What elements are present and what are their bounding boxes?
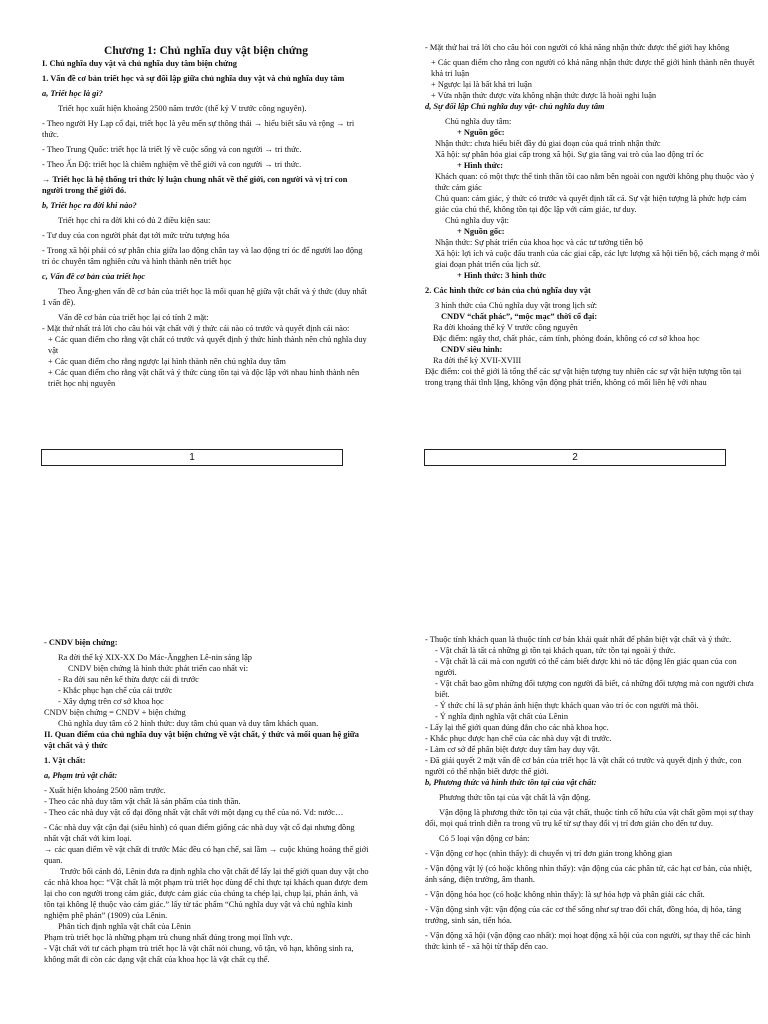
list-item: Khách quan: có một thực thể tinh thần tồi cao nằm bên ngoài con người không phụ thuộc vào ý thức cảm giác: [435, 172, 755, 192]
bullet-item: - Vận động sinh vật: vận động của các cơ thể sống như sự trao đổi chất, đồng hóa, dị hóa, tăng trưởng, sinh sản, tiến hóa.: [425, 905, 742, 925]
sub-bullet-item: + Các quan điểm cho rằng ngược lại hình thành nên chủ nghĩa duy tâm: [48, 357, 286, 366]
list-item: Nhận thức: Sự phát triển của khoa học và các tư tưởng tiến bộ: [435, 238, 643, 247]
sub-heading: + Hình thức: 3 hình thức: [457, 271, 547, 280]
bullet-item: - Mặt thứ nhất trả lời cho câu hỏi vật chất với ý thức cái nào có trước và quyết định cái nào:: [42, 324, 350, 333]
bullet-item: - Vật chất là cái mà con người có thể cảm biết được khi nó tác động lên giác quan của con người.: [435, 657, 737, 677]
sub-bullet-item: + Các quan điểm cho rằng vật chất và ý thức cùng tồn tại và độc lập với nhau hình thành nên triết học nhị nguyên: [48, 368, 360, 388]
paragraph: Triết học xuất hiện khoảng 2500 năm trước (thế kỷ V trước công nguyên).: [58, 104, 307, 113]
list-item: Chủ nghĩa duy vật:: [445, 216, 509, 225]
bullet-item: - Mặt thứ hai trả lời cho câu hỏi con người có khả năng nhận thức được thế giới hay không: [425, 43, 730, 52]
list-item: Ra đời thế kỷ XVII-XVIII: [433, 356, 522, 365]
list-item: CNDV biện chứng là hình thức phát triển cao nhất vì:: [68, 664, 249, 673]
list-item: Ra đời khoảng thế kỷ V trước công nguyên: [433, 323, 578, 332]
bullet-item: - Lấy lại thế giới quan đúng đắn cho các nhà khoa học.: [425, 723, 609, 732]
list-item: CNDV biện chứng = CNDV + biện chứng: [44, 708, 186, 717]
subsection-heading: 1. Vấn đề cơ bản triết học và sự đối lập giữa chủ nghĩa duy vật và chủ nghĩa duy tâm: [42, 74, 345, 83]
sub-heading: + Hình thức:: [457, 161, 504, 170]
bullet-item: - Làm cơ sở để phân biệt được duy tâm hay duy vật.: [425, 745, 600, 754]
list-item: Xã hội: sự phân hóa giai cấp trong xã hội. Sự gia tăng vai trò của lao động trí óc: [435, 150, 704, 159]
list-item: Chủ nghĩa duy tâm có 2 hình thức: duy tâm chủ quan và duy tâm khách quan.: [58, 719, 319, 728]
bullet-item: - Theo các nhà duy vật cổ đại đồng nhất vật chất với một dạng cụ thể của nó. Vd: nước…: [44, 808, 344, 817]
list-item: Chủ quan: cảm giác, ý thức có trước và quyết định tất cả. Sự vật hiện tượng là phức hợp cảm giác của chủ thể, không tồn tại độc lập với cảm giác, tư duy.: [435, 194, 747, 214]
bullet-item: - Khắc phục được hạn chế của các nhà duy vật đi trước.: [425, 734, 612, 743]
bullet-item: - Vật chất bao gồm những đối tượng con người đã biết, cả những đối tượng mà con người chưa biết.: [435, 679, 754, 699]
bullet-item: - Vận động vật lý (có hoặc không nhìn thấy): vận động của các phân tử, các hạt cơ bản, của nhiệt, ánh sáng, điện trường, âm thanh.: [425, 864, 752, 884]
list-item: Đặc điểm: ngây thơ, chất phác, cảm tính, phỏng đoán, không có cơ sở khoa học: [433, 334, 700, 343]
bullet-item: - Đã giải quyết 2 mặt vấn đề cơ bản của triết học là vật chất có trước và quyết định ý thức, con người có thể nhận biết được thế giới.: [425, 756, 742, 776]
sub-bullet-item: + Các quan điểm cho rằng vật chất có trước và quyết định ý thức hình thành nên chủ nghĩa duy vật: [48, 335, 367, 355]
paragraph: Có 5 loại vận động cơ bản:: [439, 834, 530, 843]
paragraph: Phương thức tồn tại của vật chất là vận động.: [439, 793, 591, 802]
item-heading: b, Triết học ra đời khi nào?: [42, 201, 137, 210]
item-heading: b, Phương thức và hình thức tồn tại của vật chất:: [425, 778, 597, 787]
paragraph: Đặc điểm: coi thế giới là tổng thể các sự vật hiện tượng tuy nhiên các sự vật hiện tượng tồn tại trong trạng thái tĩnh lặng, không vận động phát triển, không có mối liên hệ với nhau: [425, 367, 742, 387]
bullet-item: - Theo Ấn Độ: triết học là chiêm nghiệm về thế giới và con người → tri thức.: [42, 160, 302, 169]
document-page-3: [44, 637, 370, 965]
paragraph: Trước bối cảnh đó, Lênin đưa ra định nghĩa cho vật chất để lấy lại thế giới quan duy vật cho các nhà khoa học: “Vật chất là một phạm trù triết học dùng để chỉ thực tại khách quan được đem lại cho con người trong cảm giác, được cảm giác của chúng ta chép lại, chụp lại, phản ánh, và tồn tại không lệ thuộc vào cảm giác.” lấy từ tác phẩm “Chủ nghĩa duy vật và chủ nghĩa kinh nghiệm phê phán” (1909) của Lênin.: [44, 867, 369, 920]
sub-heading: + Nguồn gốc:: [457, 227, 505, 236]
paragraph: Vấn đề cơ bản của triết học lại có tính 2 mặt:: [58, 313, 209, 322]
item-heading: c, Vấn đề cơ bản của triết học: [42, 272, 146, 281]
bullet-item: - Vận động cơ học (nhìn thấy): di chuyển vị trí đơn giản trong không gian: [425, 849, 673, 858]
bullet-item: - Theo Trung Quốc: triết học là triết lý về cuộc sống và con người → tri thức.: [42, 145, 302, 154]
bullet-item: - Tư duy của con người phát đạt tới mức trừu tượng hóa: [42, 231, 230, 240]
sub-bullet-item: + Vừa nhận thức được vừa không nhận thức được là hoài nghi luận: [431, 91, 657, 100]
sub-heading: CNDV “chất phác”, “mộc mạc” thời cổ đại:: [441, 312, 598, 321]
sub-bullet-item: + Ngược lại là bất khả tri luận: [431, 80, 532, 89]
item-heading: a, Phạm trù vật chất:: [44, 771, 118, 780]
bullet-item: - Các nhà duy vật cận đại (siêu hình) có quan điểm giống các nhà duy vật cổ đại nhưng đồng nhất vật chất với kim loại.: [44, 823, 355, 843]
bullet-item: - Khắc phục hạn chế của cái trước: [58, 686, 173, 695]
bullet-item: - Xây dựng trên cơ sở khoa học: [58, 697, 164, 706]
subsection-heading: 2. Các hình thức cơ bản của chủ nghĩa duy vật: [425, 286, 591, 295]
section-heading: II. Quan điểm của chủ nghĩa duy vật biện chứng về vật chất, ý thức và mối quan hệ giữa vật chất và ý thức: [44, 730, 359, 750]
sub-bullet-item: + Các quan điểm cho rằng con người có khả năng nhận thức được thế giới hình thành nên thuyết khả tri luận: [431, 58, 755, 78]
page-number-box-1: [41, 449, 343, 466]
list-item: Phân tích định nghĩa vật chất của Lênin: [58, 922, 191, 931]
chapter-title: Chương 1: Chủ nghĩa duy vật biện chứng: [104, 45, 308, 57]
sub-heading: + Nguồn gốc:: [457, 128, 505, 137]
conclusion-text: → Triết học là hệ thống tri thức lý luận chung nhất về thế giới, con người và vị trí con người trong thế giới đó.: [42, 175, 348, 195]
page-number: 2: [572, 452, 578, 463]
paragraph: → các quan điểm về vật chất đi trước Mác đều có hạn chế, sai lầm → cuộc khủng hoảng thế giới quan.: [44, 845, 369, 865]
bullet-item: - CNDV biện chứng:: [44, 638, 118, 647]
page-number-box-2: [424, 449, 726, 466]
document-page-4: [425, 634, 758, 952]
bullet-item: - Vật chất là tất cả những gì tồn tại khách quan, tức tồn tại ngoài ý thức.: [435, 646, 676, 655]
page-number: 1: [189, 452, 195, 463]
bullet-item: - Ra đời sau nên kế thừa được cái đi trước: [58, 675, 199, 684]
bullet-item: - Trong xã hội phải có sự phân chia giữa lao động chân tay và lao động trí óc để người lao động trí óc chuyên tâm nghiên cứu và hình thành nên triết học: [42, 246, 363, 266]
list-item: Nhận thức: chưa hiểu biết đầy đủ giai đoạn của quá trình nhận thức: [435, 139, 661, 148]
bullet-item: - Vận động hóa học (có hoặc không nhìn thấy): là sự hóa hợp và phân giải các chất.: [425, 890, 705, 899]
bullet-item: - Vật chất với tư cách phạm trù triết học là vật chất nói chung, vô tận, vô hạn, không sinh ra, không mất đi còn các dạng vật chất của khoa học là vật chất cụ thể.: [44, 944, 354, 964]
item-heading: a, Triết học là gì?: [42, 89, 103, 98]
paragraph: Vận động là phương thức tồn tại của vật chất, thuộc tính cố hữu của vật chất gồm mọi sự thay đổi, mọi quá trình diễn ra trong vũ trụ kể từ sự thay đổi vị trí đơn giản cho đến tư duy.: [425, 808, 754, 828]
list-item: Xã hội: lợi ích và cuộc đấu tranh của các giai cấp, các lực lượng xã hội tiến bộ, cách mạng ở mỗi giai đoạn phát triển của lịch sử.: [435, 249, 760, 269]
document-page-1: [42, 44, 370, 389]
paragraph: Triết học chỉ ra đời khi có đủ 2 điều kiện sau:: [58, 216, 211, 225]
bullet-item: - Theo các nhà duy tâm vật chất là sản phẩm của tinh thần.: [44, 797, 241, 806]
list-item: 3 hình thức của Chủ nghĩa duy vật trong lịch sử:: [435, 301, 598, 310]
section-heading: I. Chủ nghĩa duy vật và chủ nghĩa duy tâm biện chứng: [42, 59, 237, 68]
bullet-item: - Xuất hiện khoảng 2500 năm trước.: [44, 786, 166, 795]
bullet-item: - Vận động xã hội (vận động cao nhất): mọi hoạt động xã hội của con người, sự thay thế các hình thức kinh tế - xã hội từ thấp đến cao.: [425, 931, 751, 951]
list-item: Ra đời thế kỷ XIX-XX Do Mác-Ăngghen Lê-nin sáng lập: [58, 653, 252, 662]
bullet-item: - Thuộc tính khách quan là thuộc tính cơ bản khái quát nhất để phân biệt vật chất và ý thức.: [425, 635, 732, 644]
item-heading: d, Sự đối lập Chủ nghĩa duy vật- chủ nghĩa duy tâm: [425, 102, 605, 111]
list-item: Chủ nghĩa duy tâm:: [445, 117, 512, 126]
document-page-2: [425, 42, 760, 388]
sub-heading: CNDV siêu hình:: [441, 345, 503, 354]
bullet-item: - Ý thức chỉ là sự phản ánh hiện thực khách quan vào trí óc con người mà thôi.: [435, 701, 699, 710]
paragraph: Phạm trù triết học là những phạm trù chung nhất đúng trong mọi lĩnh vực.: [44, 933, 293, 942]
bullet-item: - Ý nghĩa định nghĩa vật chất của Lênin: [435, 712, 569, 721]
paragraph: Theo Ăng-ghen vấn đề cơ bản của triết học là mối quan hệ giữa vật chất và ý thức (duy nhất 1 vấn đề).: [42, 287, 367, 307]
bullet-item: - Theo người Hy Lạp cổ đại, triết học là yêu mến sự thông thái → hiểu biết sâu và rộng → tri thức.: [42, 119, 355, 139]
subsection-heading: 1. Vật chất:: [44, 756, 86, 765]
